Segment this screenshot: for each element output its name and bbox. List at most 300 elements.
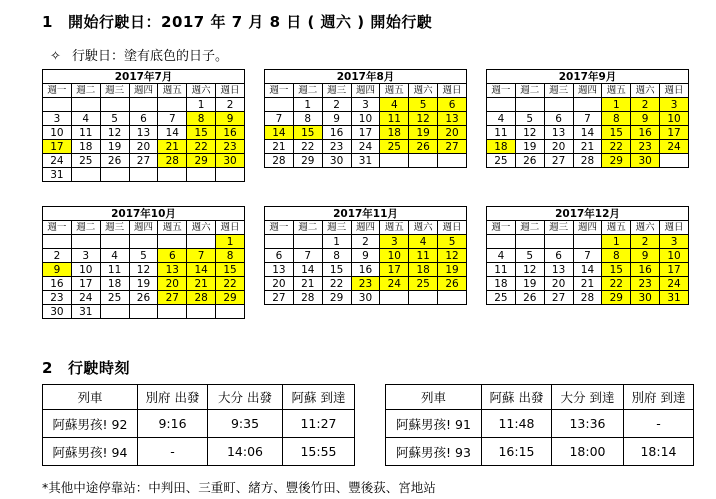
calendar-empty-cell (380, 291, 409, 305)
train-time: 13:36 (552, 410, 624, 438)
calendar-day: 26 (515, 291, 544, 305)
weekday-header: 週三 (100, 84, 129, 98)
calendar-week-row (265, 277, 467, 291)
calendar-day: 21 (158, 140, 187, 154)
weekday-header: 週二 (515, 221, 544, 235)
weekday-header: 週一 (265, 84, 294, 98)
calendar-day: 3 (71, 249, 100, 263)
calendar-day: 18 (409, 263, 438, 277)
calendar-day: 24 (380, 277, 409, 291)
calendar-day: 29 (322, 291, 351, 305)
calendar-day: 29 (187, 154, 216, 168)
calendar-day: 8 (187, 112, 216, 126)
weekday-header: 週三 (544, 221, 573, 235)
timetable-row (386, 410, 694, 438)
calendar-empty-cell (265, 98, 294, 112)
weekday-header: 週三 (322, 84, 351, 98)
calendar-day: 9 (631, 249, 660, 263)
calendar-week-row (43, 235, 245, 249)
calendar-day: 1 (216, 235, 245, 249)
weekday-header: 週五 (380, 84, 409, 98)
weekday-header: 週五 (380, 221, 409, 235)
timetable-header: 別府 到達 (624, 385, 694, 410)
calendar-empty-cell (43, 235, 72, 249)
calendar-empty-cell (544, 98, 573, 112)
calendar-week-row (487, 98, 689, 112)
calendar-day: 13 (265, 263, 294, 277)
calendar-empty-cell (100, 98, 129, 112)
weekday-header: 週六 (187, 84, 216, 98)
calendar-week-row (265, 126, 467, 140)
calendar-day: 17 (351, 126, 380, 140)
calendar-day: 23 (322, 140, 351, 154)
calendar-day: 22 (216, 277, 245, 291)
calendar-day: 21 (573, 140, 602, 154)
calendar-empty-cell (187, 235, 216, 249)
calendar-day: 16 (322, 126, 351, 140)
calendar-month-title: 2017年11月 (265, 207, 467, 221)
calendar-day: 22 (602, 277, 631, 291)
train-time: - (624, 410, 694, 438)
calendar-day: 11 (71, 126, 100, 140)
weekday-header: 週日 (438, 84, 467, 98)
calendar-day: 14 (573, 126, 602, 140)
calendar-day: 10 (71, 263, 100, 277)
weekday-header: 週四 (129, 221, 158, 235)
calendar-empty-cell (43, 98, 72, 112)
calendar-empty-cell (438, 291, 467, 305)
calendar-day: 13 (544, 263, 573, 277)
calendar-week-row (265, 98, 467, 112)
weekday-header: 週日 (216, 84, 245, 98)
calendar-day: 5 (129, 249, 158, 263)
calendar-month (42, 206, 245, 319)
calendar-empty-cell (129, 235, 158, 249)
calendar-day: 22 (293, 140, 322, 154)
calendar-day: 26 (438, 277, 467, 291)
timetable-outbound (42, 384, 355, 466)
calendar-day: 10 (380, 249, 409, 263)
timetable-header: 阿蘇 到達 (283, 385, 355, 410)
section-2-heading: 行駛時刻 (68, 359, 131, 377)
calendar-day: 23 (43, 291, 72, 305)
calendar-day: 16 (351, 263, 380, 277)
calendar-day: 8 (602, 249, 631, 263)
train-time: 18:14 (624, 438, 694, 466)
weekday-header: 週一 (487, 84, 516, 98)
timetable-row (43, 410, 355, 438)
calendar-day: 4 (71, 112, 100, 126)
calendar-day: 10 (351, 112, 380, 126)
calendar-day: 6 (438, 98, 467, 112)
calendar-day: 28 (265, 154, 294, 168)
timetable-header: 列車 (386, 385, 482, 410)
calendar-day: 28 (573, 291, 602, 305)
calendar-week-row (43, 126, 245, 140)
calendar-day: 23 (631, 140, 660, 154)
calendar-day: 17 (71, 277, 100, 291)
calendar-day: 7 (293, 249, 322, 263)
calendar-day: 22 (322, 277, 351, 291)
calendar-day: 2 (631, 235, 660, 249)
weekday-header: 週四 (573, 84, 602, 98)
calendar-week-row (265, 235, 467, 249)
calendar-week-row (265, 291, 467, 305)
weekday-header: 週五 (158, 84, 187, 98)
calendar-day: 9 (631, 112, 660, 126)
calendar-week-row (487, 263, 689, 277)
calendar-day: 4 (100, 249, 129, 263)
weekday-header: 週四 (573, 221, 602, 235)
train-time: 11:27 (283, 410, 355, 438)
calendar-day: 7 (187, 249, 216, 263)
calendar-day: 23 (631, 277, 660, 291)
calendar-day: 25 (487, 154, 516, 168)
calendar-month-title: 2017年7月 (43, 70, 245, 84)
calendar-day: 10 (43, 126, 72, 140)
calendar-month-title: 2017年12月 (487, 207, 689, 221)
section-1-number: 1 (42, 13, 53, 31)
calendar-week-row (43, 154, 245, 168)
calendar-empty-cell (409, 291, 438, 305)
calendar-week-row (487, 154, 689, 168)
calendar-day: 29 (602, 154, 631, 168)
train-name: 阿蘇男孩! 91 (386, 410, 482, 438)
calendar-day: 16 (631, 126, 660, 140)
calendar-day: 2 (351, 235, 380, 249)
weekday-header: 週三 (322, 221, 351, 235)
calendar-empty-cell (71, 235, 100, 249)
calendar-day: 5 (409, 98, 438, 112)
train-time: 11:48 (482, 410, 552, 438)
calendar-empty-cell (158, 98, 187, 112)
calendar-day: 20 (544, 140, 573, 154)
weekday-header: 週二 (293, 221, 322, 235)
calendar-day: 17 (660, 263, 689, 277)
calendar-day: 22 (602, 140, 631, 154)
calendar-day: 21 (265, 140, 294, 154)
calendar-day: 1 (187, 98, 216, 112)
calendar-empty-cell (158, 235, 187, 249)
calendar-day: 28 (573, 154, 602, 168)
calendar-empty-cell (71, 98, 100, 112)
calendar-day: 14 (573, 263, 602, 277)
calendar-week-row (487, 140, 689, 154)
calendar-day: 31 (43, 168, 72, 182)
calendar-day: 27 (544, 154, 573, 168)
calendar-empty-cell (515, 235, 544, 249)
calendar-day: 5 (100, 112, 129, 126)
timetable-row (386, 438, 694, 466)
train-time: 9:35 (208, 410, 283, 438)
calendar-day: 12 (409, 112, 438, 126)
calendar-day: 25 (409, 277, 438, 291)
calendar-day: 20 (438, 126, 467, 140)
calendar-empty-cell (438, 154, 467, 168)
calendar-day: 24 (43, 154, 72, 168)
weekday-header: 週二 (293, 84, 322, 98)
calendar-day: 24 (660, 277, 689, 291)
calendar-week-row (43, 112, 245, 126)
calendar-day: 4 (487, 112, 516, 126)
calendar-day: 17 (43, 140, 72, 154)
calendar-day: 12 (515, 263, 544, 277)
calendar-day: 30 (322, 154, 351, 168)
calendar-day: 28 (187, 291, 216, 305)
service-days-note-text: 行駛日：塗有底色的日子。 (72, 49, 229, 64)
weekday-header: 週五 (158, 221, 187, 235)
calendar-week-row (487, 235, 689, 249)
calendar-day: 8 (216, 249, 245, 263)
calendar-day: 11 (409, 249, 438, 263)
calendar-week-row (487, 112, 689, 126)
calendar-day: 15 (216, 263, 245, 277)
calendar-day: 23 (216, 140, 245, 154)
weekday-header: 週四 (129, 84, 158, 98)
calendar-day: 7 (265, 112, 294, 126)
calendar-day: 30 (216, 154, 245, 168)
calendar-day: 17 (380, 263, 409, 277)
section-2-title (42, 357, 130, 378)
calendar-day: 21 (187, 277, 216, 291)
calendar-day: 21 (573, 277, 602, 291)
weekday-header: 週日 (660, 84, 689, 98)
weekday-header: 週四 (351, 84, 380, 98)
train-time: 18:00 (552, 438, 624, 466)
calendar-day: 17 (660, 126, 689, 140)
timetable-row (43, 438, 355, 466)
calendar-day: 27 (265, 291, 294, 305)
calendar-day: 4 (487, 249, 516, 263)
calendar-day: 28 (158, 154, 187, 168)
calendar-day: 12 (129, 263, 158, 277)
calendar-day: 31 (660, 291, 689, 305)
train-time: 14:06 (208, 438, 283, 466)
calendar-day: 13 (544, 126, 573, 140)
calendar-day: 7 (573, 112, 602, 126)
calendar-day: 31 (351, 154, 380, 168)
calendar-day: 30 (631, 291, 660, 305)
calendar-day: 2 (43, 249, 72, 263)
weekday-header: 週六 (187, 221, 216, 235)
calendar-day: 25 (71, 154, 100, 168)
calendar-day: 19 (438, 263, 467, 277)
calendar-day: 12 (100, 126, 129, 140)
calendar-empty-cell (487, 98, 516, 112)
calendar-day: 15 (187, 126, 216, 140)
calendar-week-row (43, 305, 245, 319)
calendar-day: 8 (293, 112, 322, 126)
calendar-empty-cell (129, 168, 158, 182)
calendar-month (486, 206, 689, 305)
calendar-day: 30 (43, 305, 72, 319)
calendar-day: 2 (216, 98, 245, 112)
calendar-day: 12 (515, 126, 544, 140)
calendar-day: 1 (602, 98, 631, 112)
calendar-day: 14 (187, 263, 216, 277)
weekday-header: 週五 (602, 221, 631, 235)
calendar-day: 19 (409, 126, 438, 140)
weekday-header: 週日 (216, 221, 245, 235)
calendar-week-row (265, 154, 467, 168)
calendar-day: 20 (158, 277, 187, 291)
calendar-empty-cell (216, 305, 245, 319)
calendar-day: 24 (351, 140, 380, 154)
calendar-week-row (43, 98, 245, 112)
calendar-week-row (43, 168, 245, 182)
calendar-day: 8 (322, 249, 351, 263)
calendar-day: 1 (293, 98, 322, 112)
calendar-empty-cell (100, 235, 129, 249)
calendar-day: 9 (216, 112, 245, 126)
calendar-day: 27 (544, 291, 573, 305)
calendar-empty-cell (573, 235, 602, 249)
weekday-header: 週六 (631, 84, 660, 98)
calendar-day: 19 (515, 140, 544, 154)
calendar-day: 18 (487, 277, 516, 291)
calendar-day: 3 (43, 112, 72, 126)
calendar-empty-cell (660, 154, 689, 168)
weekday-header: 週二 (515, 84, 544, 98)
calendar-week-row (487, 291, 689, 305)
calendar-day: 30 (631, 154, 660, 168)
timetable-header: 列車 (43, 385, 138, 410)
calendar-day: 11 (487, 263, 516, 277)
calendar-day: 19 (100, 140, 129, 154)
weekday-header: 週一 (487, 221, 516, 235)
weekday-header: 週二 (71, 221, 100, 235)
calendar-month (42, 69, 245, 182)
calendar-day: 6 (544, 249, 573, 263)
timetable-header: 大分 出發 (208, 385, 283, 410)
calendar-day: 26 (515, 154, 544, 168)
calendar-day: 18 (380, 126, 409, 140)
calendar-month-title: 2017年8月 (265, 70, 467, 84)
calendar-empty-cell (187, 168, 216, 182)
calendar-empty-cell (129, 305, 158, 319)
section-1-title (42, 11, 432, 32)
calendar-empty-cell (100, 168, 129, 182)
calendar-empty-cell (265, 235, 294, 249)
calendar-week-row (43, 277, 245, 291)
calendar-day: 9 (43, 263, 72, 277)
calendar-day: 14 (293, 263, 322, 277)
calendar-day: 26 (129, 291, 158, 305)
calendar-day: 16 (631, 263, 660, 277)
calendar-day: 10 (660, 249, 689, 263)
calendar-day: 22 (187, 140, 216, 154)
calendar-day: 14 (265, 126, 294, 140)
calendar-day: 30 (351, 291, 380, 305)
calendar-day: 20 (544, 277, 573, 291)
calendar-month-title: 2017年9月 (487, 70, 689, 84)
calendar-day: 4 (380, 98, 409, 112)
calendar-day: 10 (660, 112, 689, 126)
calendar-empty-cell (158, 168, 187, 182)
diamond-bullet-icon: ✧ (50, 49, 61, 64)
calendar-day: 18 (71, 140, 100, 154)
calendar-day: 20 (129, 140, 158, 154)
timetable-header: 大分 到達 (552, 385, 624, 410)
intermediate-stops-note: *其他中途停靠站：中判田、三重町、緒方、豐後竹田、豐後荻、宮地站 (42, 480, 436, 495)
calendar-week-row (43, 249, 245, 263)
calendar-day: 3 (380, 235, 409, 249)
calendar-week-row (487, 277, 689, 291)
section-1-heading: 開始行駛日：2017 年 7 月 8 日 ( 週六 ) 開始行駛 (68, 13, 433, 31)
calendar-day: 16 (43, 277, 72, 291)
calendar-day: 13 (438, 112, 467, 126)
calendar-day: 5 (515, 249, 544, 263)
calendar-empty-cell (187, 305, 216, 319)
weekday-header: 週二 (71, 84, 100, 98)
calendar-empty-cell (487, 235, 516, 249)
calendar-day: 27 (438, 140, 467, 154)
calendar-empty-cell (71, 168, 100, 182)
calendar-day: 14 (158, 126, 187, 140)
weekday-header: 週四 (351, 221, 380, 235)
calendar-day: 13 (158, 263, 187, 277)
calendar-day: 9 (322, 112, 351, 126)
calendar-week-row (43, 140, 245, 154)
calendar-day: 27 (158, 291, 187, 305)
calendar-month (264, 206, 467, 305)
calendar-day: 25 (380, 140, 409, 154)
calendar-week-row (265, 112, 467, 126)
calendar-empty-cell (129, 98, 158, 112)
calendar-day: 25 (487, 291, 516, 305)
calendar-day: 24 (71, 291, 100, 305)
calendar-day: 26 (409, 140, 438, 154)
calendar-week-row (43, 291, 245, 305)
calendar-day: 19 (129, 277, 158, 291)
timetable-return (385, 384, 694, 466)
calendar-day: 12 (438, 249, 467, 263)
train-time: - (138, 438, 208, 466)
calendar-day: 6 (158, 249, 187, 263)
calendar-empty-cell (573, 98, 602, 112)
calendar-day: 15 (602, 263, 631, 277)
calendar-day: 27 (129, 154, 158, 168)
calendar-day: 15 (322, 263, 351, 277)
calendar-day: 8 (602, 112, 631, 126)
calendar-week-row (265, 140, 467, 154)
train-time: 16:15 (482, 438, 552, 466)
calendar-month (264, 69, 467, 168)
calendar-day: 3 (351, 98, 380, 112)
calendar-day: 11 (487, 126, 516, 140)
calendar-day: 21 (293, 277, 322, 291)
service-days-note (50, 45, 228, 64)
calendar-day: 31 (71, 305, 100, 319)
weekday-header: 週六 (631, 221, 660, 235)
calendar-day: 15 (602, 126, 631, 140)
calendar-week-row (487, 249, 689, 263)
calendar-day: 3 (660, 235, 689, 249)
calendar-day: 29 (293, 154, 322, 168)
calendar-empty-cell (100, 305, 129, 319)
train-time: 15:55 (283, 438, 355, 466)
calendar-day: 11 (380, 112, 409, 126)
calendar-day: 3 (660, 98, 689, 112)
weekday-header: 週一 (265, 221, 294, 235)
calendar-empty-cell (216, 168, 245, 182)
calendar-day: 2 (322, 98, 351, 112)
calendar-day: 24 (660, 140, 689, 154)
calendar-day: 23 (351, 277, 380, 291)
calendar-day: 9 (351, 249, 380, 263)
calendar-day: 20 (265, 277, 294, 291)
calendar-day: 29 (216, 291, 245, 305)
